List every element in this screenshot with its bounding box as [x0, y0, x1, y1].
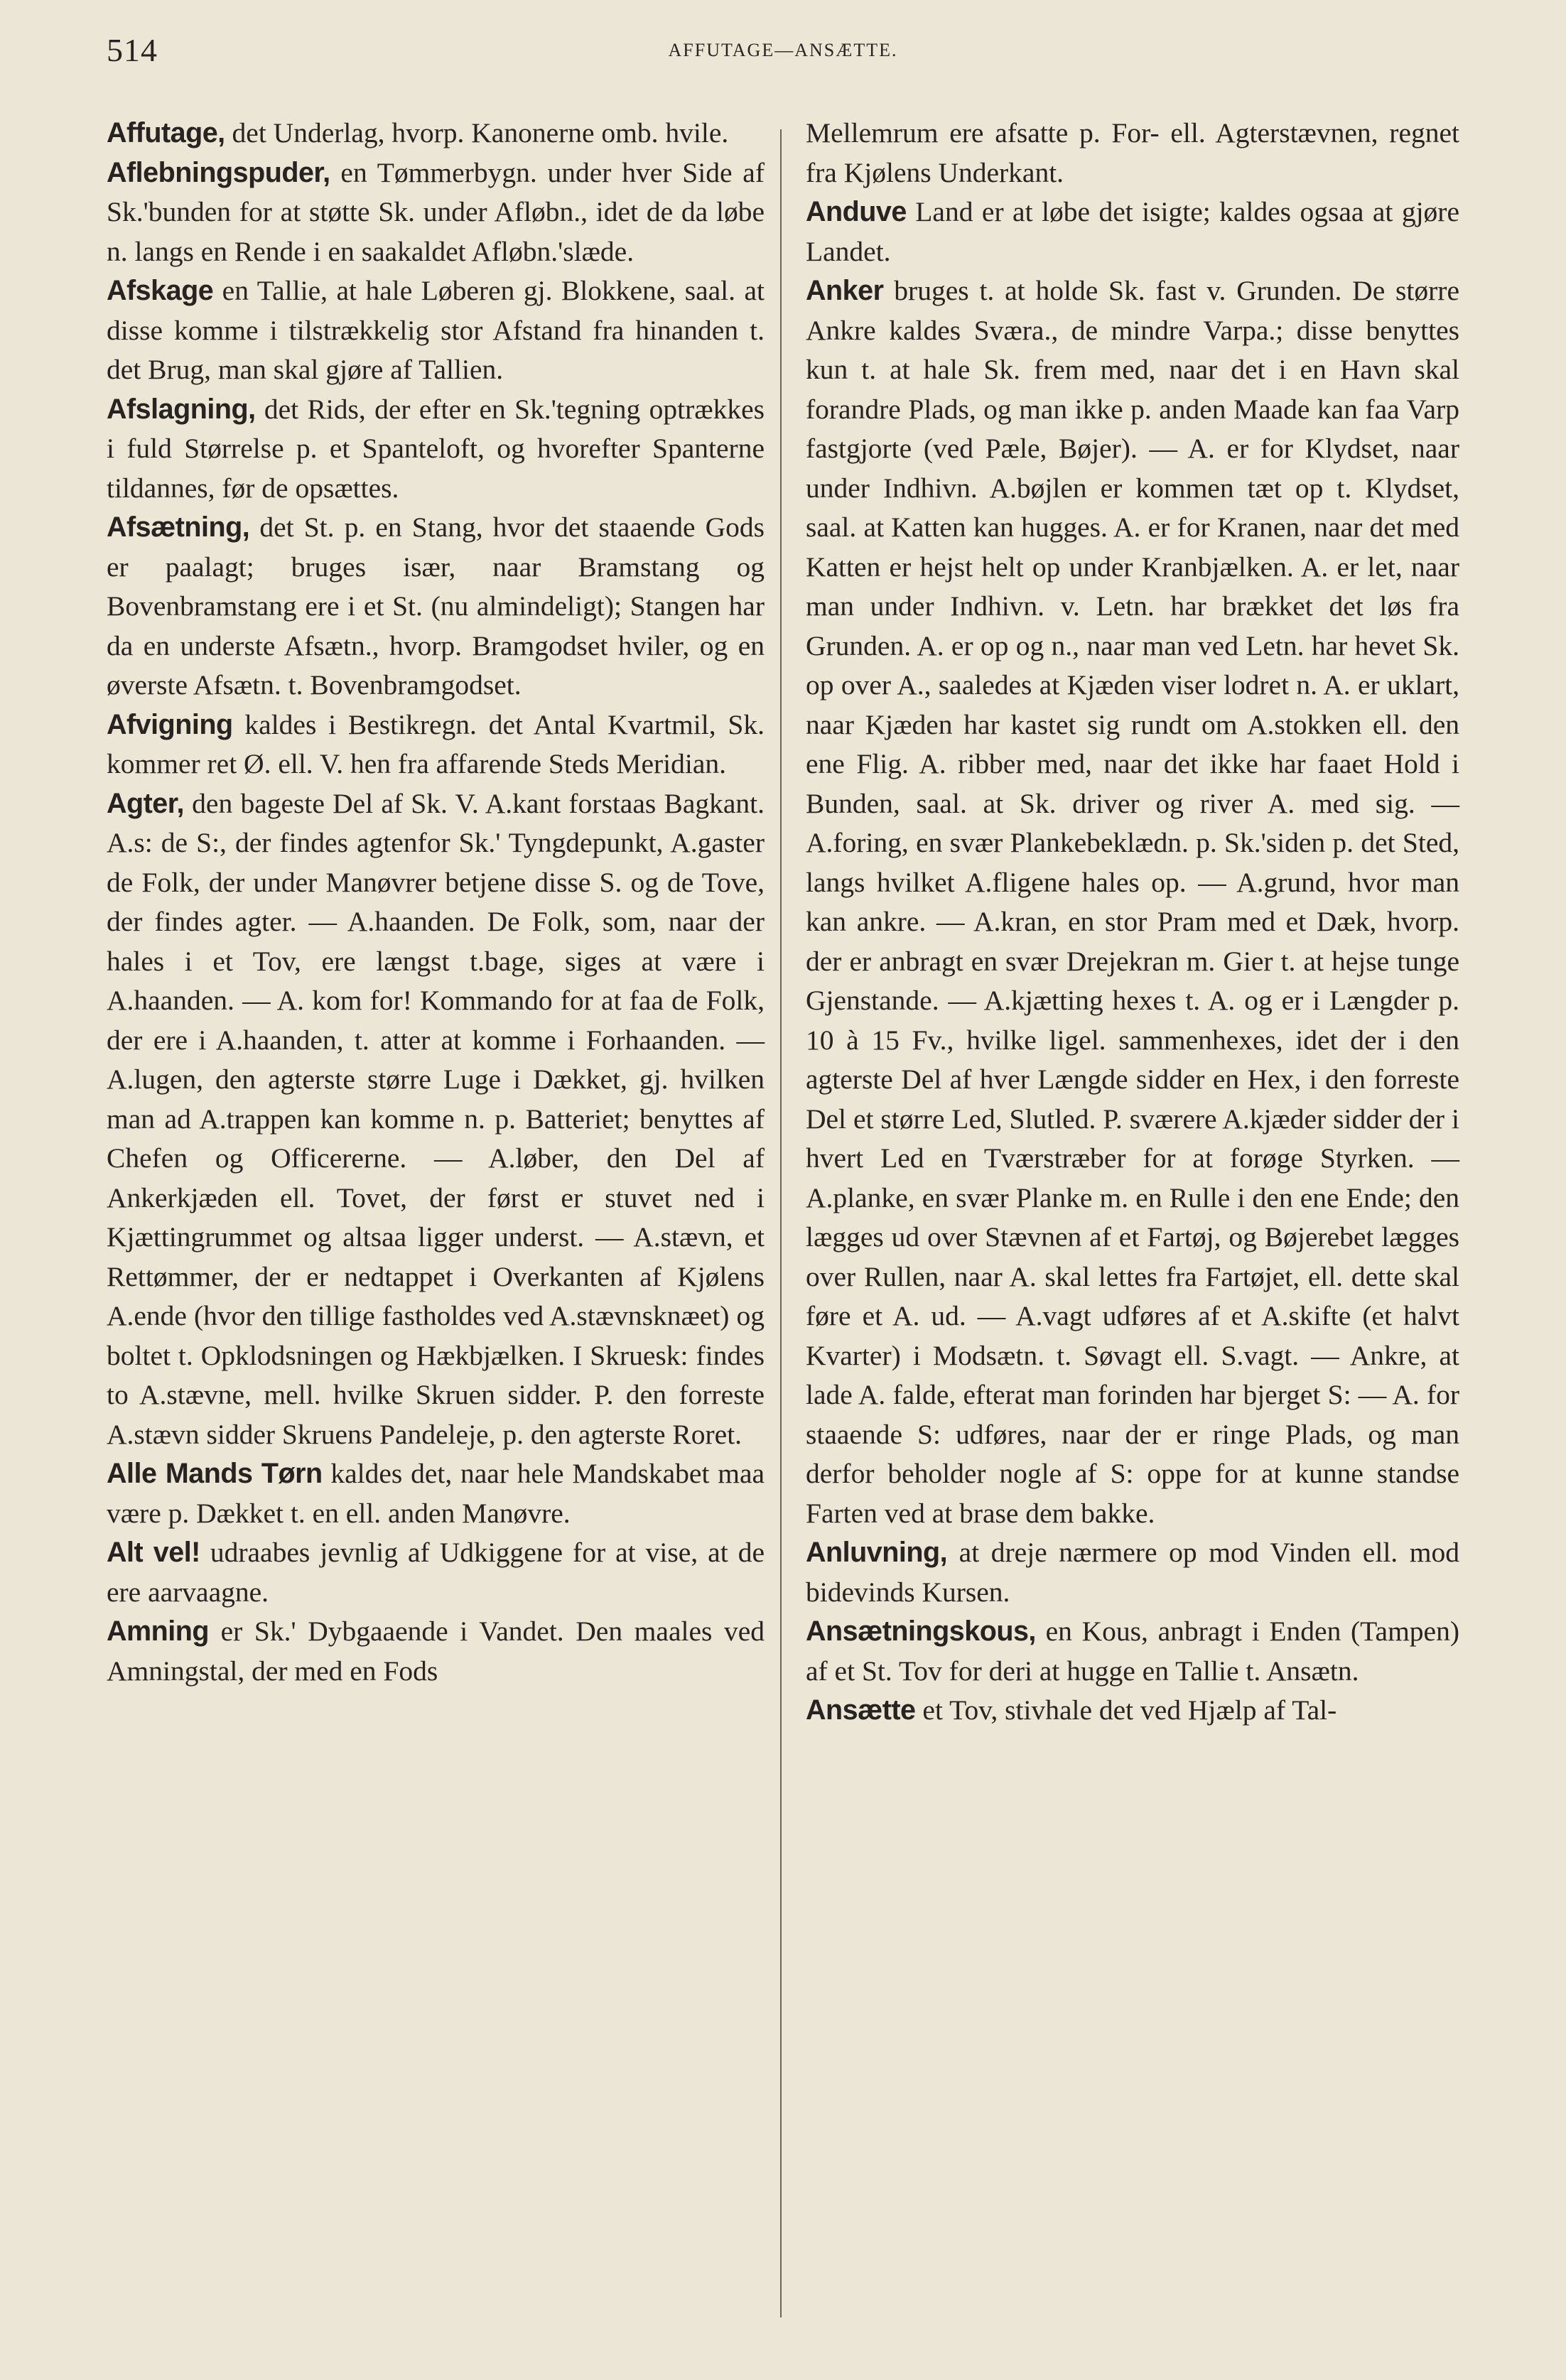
- entry-text: den bageste Del af Sk. V. A.kant forstaas Bagkant. A.s: de S:, der findes agtenfor Sk.' Tyngdepunkt, A.gaster de Folk, der under Manøvrer betjene disse S. og de Tove, der findes agter. — A.haanden. De Folk, som, naar der hales i et Tov, ere længst t.bage, siges at være i A.haanden. — A. kom for! Kommando for at faa de Folk, der ere i A.haanden, t. atter at komme i Forhaanden. — A.lugen, den agterste større Luge i Dækket, gj. hvilken man ad A.trappen kan komme n. p. Batteriet; benyttes af Chefen og Officererne. — A.løber, den Del af Ankerkjæden ell. Tovet, der først er stuvet ned i Kjættingrummet og altsaa ligger underst. — A.stævn, et Rettømmer, der er nedtappet i Overkanten af Kjølens A.ende (hvor den tillige fastholdes ved A.stævnsknæet) og boltet t. Opklodsningen og Hækbjælken. I Skruesk: findes to A.stævne, mell. hvilke Skruen sidder. P. den forreste A.stævn sidder Skruens Pandeleje, p. den agterste Roret.: [107, 787, 765, 1450]
- dictionary-entry: [107, 705, 765, 784]
- entry-text: Mellemrum ere afsatte p. For- ell. Agterstævnen, regnet fra Kjølens Underkant.: [806, 117, 1459, 188]
- dictionary-entry: [806, 193, 1459, 271]
- entry-headword: Afvigning: [107, 708, 233, 740]
- dictionary-entry: [107, 390, 765, 509]
- entry-text: kaldes i Bestikregn. det Antal Kvartmil, Sk. kommer ret Ø. ell. V. hen fra affarende Steds Meridian.: [107, 708, 765, 779]
- entry-headword: Afslagning,: [107, 393, 256, 425]
- dictionary-entry: [107, 271, 765, 390]
- column-divider: [780, 129, 782, 2317]
- entry-text: et Tov, stivhale det ved Hjælp af Tal-: [915, 1694, 1337, 1726]
- entry-headword: Ansætte: [806, 1694, 916, 1726]
- running-head: AFFUTAGE—ANSÆTTE.: [668, 40, 898, 60]
- left-column: [107, 114, 765, 1691]
- dictionary-entry: [806, 1612, 1459, 1691]
- entry-text: det St. p. en Stang, hvor det staaende Gods er paalagt; bruges især, naar Bramstang og Bovenbramstang ere i et St. (nu almindeligt); Stangen har da en underste Afsætn., hvorp. Bramgodset hviler, og en øverste Afsætn. t. Bovenbramgodset.: [107, 512, 765, 701]
- entry-headword: Affutage,: [107, 117, 225, 148]
- entry-text: er Sk.' Dybgaaende i Vandet. Den maales ved Amningstal, der med en Fods: [107, 1616, 765, 1687]
- entry-text: en Tallie, at hale Løberen gj. Blokkene, saal. at disse komme i tilstrækkelig stor Afstand fra hinanden t. det Brug, man skal gjøre af Tallien.: [107, 275, 765, 385]
- entry-headword: Anluvning,: [806, 1537, 948, 1568]
- entry-headword: Anduve: [806, 196, 907, 227]
- entry-headword: Agter,: [107, 787, 184, 819]
- entry-headword: Afsætning,: [107, 512, 250, 543]
- entry-headword: Amning: [107, 1616, 210, 1647]
- dictionary-entry: [107, 508, 765, 705]
- entry-text: udraabes jevnlig af Udkiggene for at vise, at de ere aarvaagne.: [107, 1537, 765, 1608]
- entry-headword: Alle Mands Tørn: [107, 1458, 323, 1489]
- entry-text: en Tømmerbygn. under hver Side af Sk.'bunden for at støtte Sk. under Afløbn., idet de da løbe n. langs en Rende i en saakaldet Afløbn.'slæde.: [107, 156, 765, 267]
- entry-headword: Ansætningskous,: [806, 1616, 1036, 1647]
- dictionary-entry: [107, 1612, 765, 1691]
- dictionary-entry: [806, 1533, 1459, 1612]
- entry-text: Land er at løbe det isigte; kaldes ogsaa at gjøre Landet.: [806, 196, 1459, 267]
- entry-text: kaldes det, naar hele Mandskabet maa være p. Dækket t. en ell. anden Manøvre.: [107, 1458, 765, 1529]
- dictionary-entry: [806, 1691, 1459, 1731]
- dictionary-entry: [806, 114, 1459, 193]
- right-column: [806, 114, 1459, 1731]
- entry-text: det Underlag, hvorp. Kanonerne omb. hvile.: [225, 117, 729, 148]
- entry-text: bruges t. at holde Sk. fast v. Grunden. De større Ankre kaldes Sværa., de mindre Varpa.; disse benyttes kun t. at hale Sk. frem med, naar det i en Havn skal forandre Plads, og man ikke p. anden Maade kan faa Varp fastgjorte (ved Pæle, Bøjer). — A. er for Klydset, naar under Indhivn. A.bøjlen er kommen tæt op t. Klydset, saal. at Katten kan hugges. A. er for Kranen, naar det med Katten er hejst helt op under Kranbjælken. A. er let, naar man under Indhivn. v. Letn. har brækket det løs fra Grunden. A. er op og n., naar man ved Letn. har hevet Sk. op over A., saaledes at Kjæden viser lodret n. A. er uklart, naar Kjæden har kastet sig rundt om A.stokken ell. den ene Flig. A. ribber med, naar det ikke har faaet Hold i Bunden, saal. at Sk. driver og river A. med sig. — A.foring, en svær Plankebeklædn. p. Sk.'siden p. det Sted, langs hvilket A.fligene hales op. — A.grund, hvor man kan ankre. — A.kran, en stor Pram med et Dæk, hvorp. der er anbragt en svær Drejekran m. Gier t. at hejse tunge Gjenstande. — A.kjætting hexes t. A. og er i Længder p. 10 à 15 Fv., hvilke ligel. sammenhexes, idet der i den agterste Del af hver Længde sidder en Hex, i den forreste Del et større Led, Slutled. P. sværere A.kjæder sidder der i hvert Led en Tværstræber for at forøge Styrken. — A.planke, en svær Planke m. en Rulle i den ene Ende; den lægges ud over Stævnen af et Fartøj, og Bøjerebet lægges over Rullen, naar A. skal lettes fra Fartøjet, ell. dette skal føre et A. ud. — A.vagt udføres af et A.skifte (et halvt Kvarter) i Modsætn. t. Søvagt ell. S.vagt. — Ankre, at lade A. falde, efterat man forinden har bjerget S: — A. for staaende S: udføres, naar der er ringe Plads, og man derfor beholder nogle af S: oppe for at kunne standse Farten ved at brase dem bakke.: [806, 275, 1459, 1529]
- entry-headword: Afskage: [107, 275, 214, 306]
- dictionary-entry: [107, 114, 765, 153]
- entry-text: at dreje nærmere op mod Vinden ell. mod bidevinds Kursen.: [806, 1537, 1459, 1608]
- dictionary-entry: [107, 153, 765, 272]
- dictionary-entry: [107, 784, 765, 1455]
- entry-text: det Rids, der efter en Sk.'tegning optrækkes i fuld Størrelse p. et Spanteloft, og hvorefter Spanterne tildannes, før de opsættes.: [107, 393, 765, 504]
- entry-headword: Alt vel!: [107, 1537, 200, 1568]
- page-number: 514: [107, 32, 158, 68]
- entry-text: en Kous, anbragt i Enden (Tampen) af et St. Tov for deri at hugge en Tallie t. Ansætn.: [806, 1616, 1459, 1687]
- dictionary-entry: [107, 1454, 765, 1533]
- entry-headword: Aflebningspuder,: [107, 156, 330, 188]
- dictionary-entry: [107, 1533, 765, 1612]
- dictionary-entry: [806, 271, 1459, 1533]
- entry-headword: Anker: [806, 275, 884, 306]
